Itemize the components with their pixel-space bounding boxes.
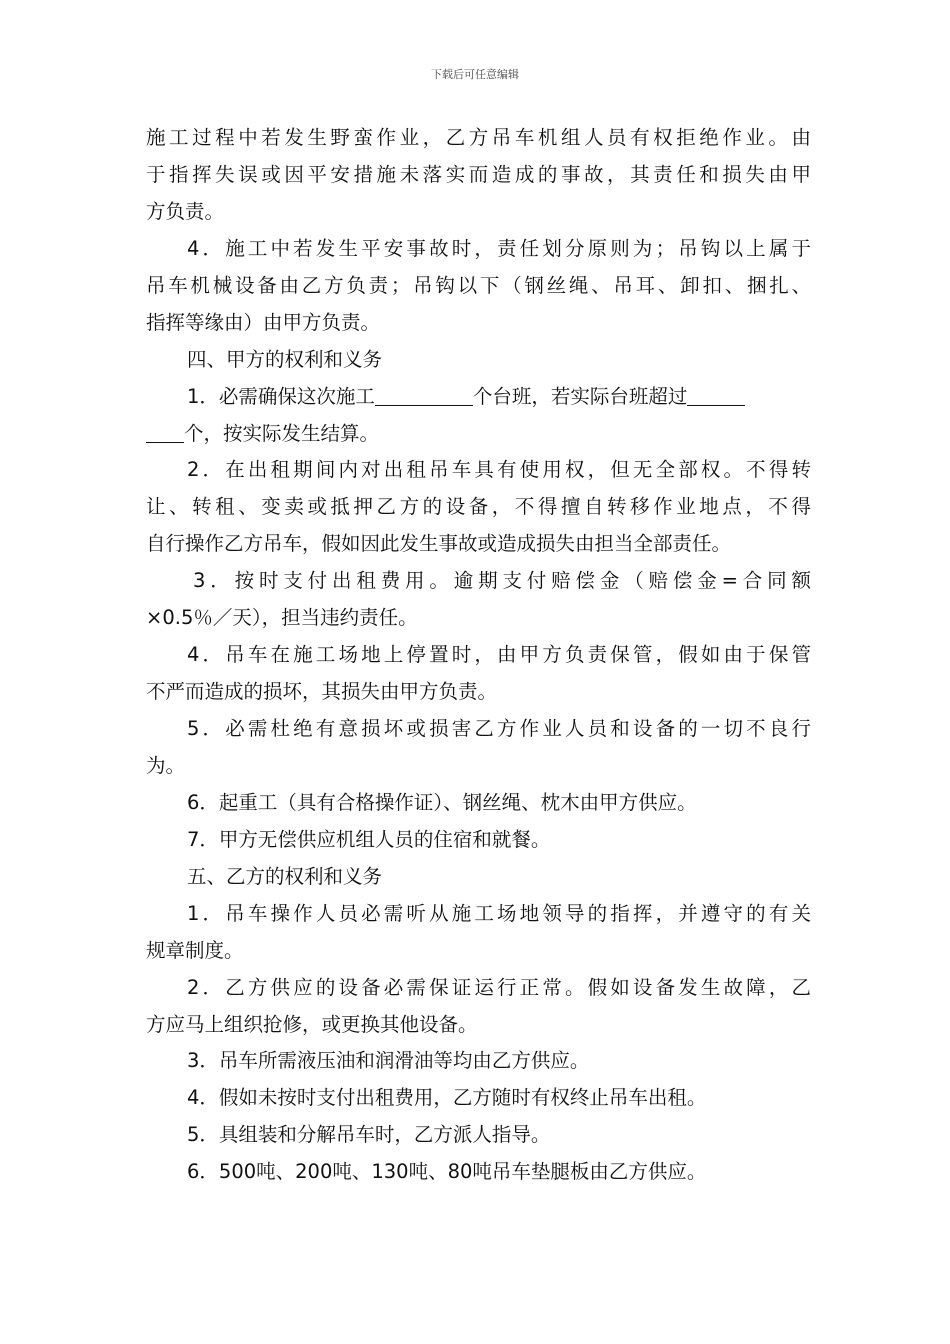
section-heading: 四、甲方的权利和义务: [187, 347, 383, 371]
fill-blank[interactable]: [687, 385, 745, 406]
paragraph-line: 5．具组装和分解吊车时，乙方派人指导。: [187, 1123, 551, 1147]
paragraph-line: 方应马上组织抢修，或更换其他设备。: [146, 1012, 478, 1036]
paragraph-line: 4．吊车在施工场地上停置时，由甲方负责保管，假如由于保管: [187, 643, 811, 667]
paragraph-line: 为。: [146, 753, 186, 777]
paragraph-line: ×0.5％／天），担当违约责任。: [146, 606, 418, 630]
paragraph-line: 3．按时支付出租费用。逾期支付赔偿金（赔偿金=合同额: [193, 569, 811, 593]
paragraph-line: 5．必需杜绝有意损坏或损害乙方作业人员和设备的一切不良行: [187, 717, 811, 740]
paragraph-line: 让、转租、变卖或抵押乙方的设备，不得擅自转移作业地点，不得: [146, 495, 811, 519]
section-heading: 五、乙方的权利和义务: [187, 864, 383, 888]
paragraph-line: 4．施工中若发生平安事故时，责任划分原则为；吊钩以上属于: [187, 236, 811, 260]
paragraph-line: 施工过程中若发生野蛮作业，乙方吊车机组人员有权拒绝作业。由: [146, 126, 811, 149]
paragraph-line: 于指挥失误或因平安措施未落实而造成的事故，其责任和损失由甲: [146, 162, 811, 186]
paragraph-line: 方负责。: [146, 199, 225, 223]
clause-text: 个台班，若实际台班超过: [472, 384, 688, 408]
paragraph-line: 2．在出租期间内对出租吊车具有使用权，但无全部权。不得转: [187, 458, 811, 482]
paragraph-line: 不严而造成的损坏，其损失由甲方负责。: [146, 680, 498, 704]
clause-text: 1．必需确保这次施工: [187, 384, 375, 408]
paragraph-line: 4．假如未按时支付出租费用，乙方随时有权终止吊车出租。: [187, 1086, 707, 1110]
paragraph-line: 7．甲方无偿供应机组人员的住宿和就餐。: [187, 827, 551, 851]
paragraph-line-with-blank: [146, 416, 811, 453]
paragraph-line: 1．吊车操作人员必需听从施工场地领导的指挥，并遵守的有关: [187, 901, 811, 925]
document-body: [146, 120, 811, 1191]
paragraph-line: 指挥等缘由）由甲方负责。: [146, 310, 381, 334]
clause-text: 个，按实际发生结算。: [184, 421, 380, 445]
paragraph-line-with-blanks: [146, 379, 811, 416]
paragraph-line: 吊车机械设备由乙方负责；吊钩以下（钢丝绳、吊耳、卸扣、捆扎、: [146, 273, 811, 297]
fill-blank[interactable]: [375, 385, 473, 406]
paragraph-line: 6．起重工（具有合格操作证）、钢丝绳、枕木由甲方供应。: [187, 790, 697, 814]
page-header: 下载后可任意编辑: [431, 68, 519, 81]
paragraph-line: 自行操作乙方吊车，假如因此发生事故或造成损失由担当全部责任。: [146, 532, 732, 556]
fill-blank[interactable]: [146, 422, 184, 443]
paragraph-line: 2．乙方供应的设备必需保证运行正常。假如设备发生故障，乙: [187, 975, 811, 999]
paragraph-line: 3．吊车所需液压油和润滑油等均由乙方供应。: [187, 1049, 590, 1073]
paragraph-line: 6．500吨、200吨、130吨、80吨吊车垫腿板由乙方供应。: [187, 1160, 707, 1184]
paragraph-line: 规章制度。: [146, 938, 244, 962]
